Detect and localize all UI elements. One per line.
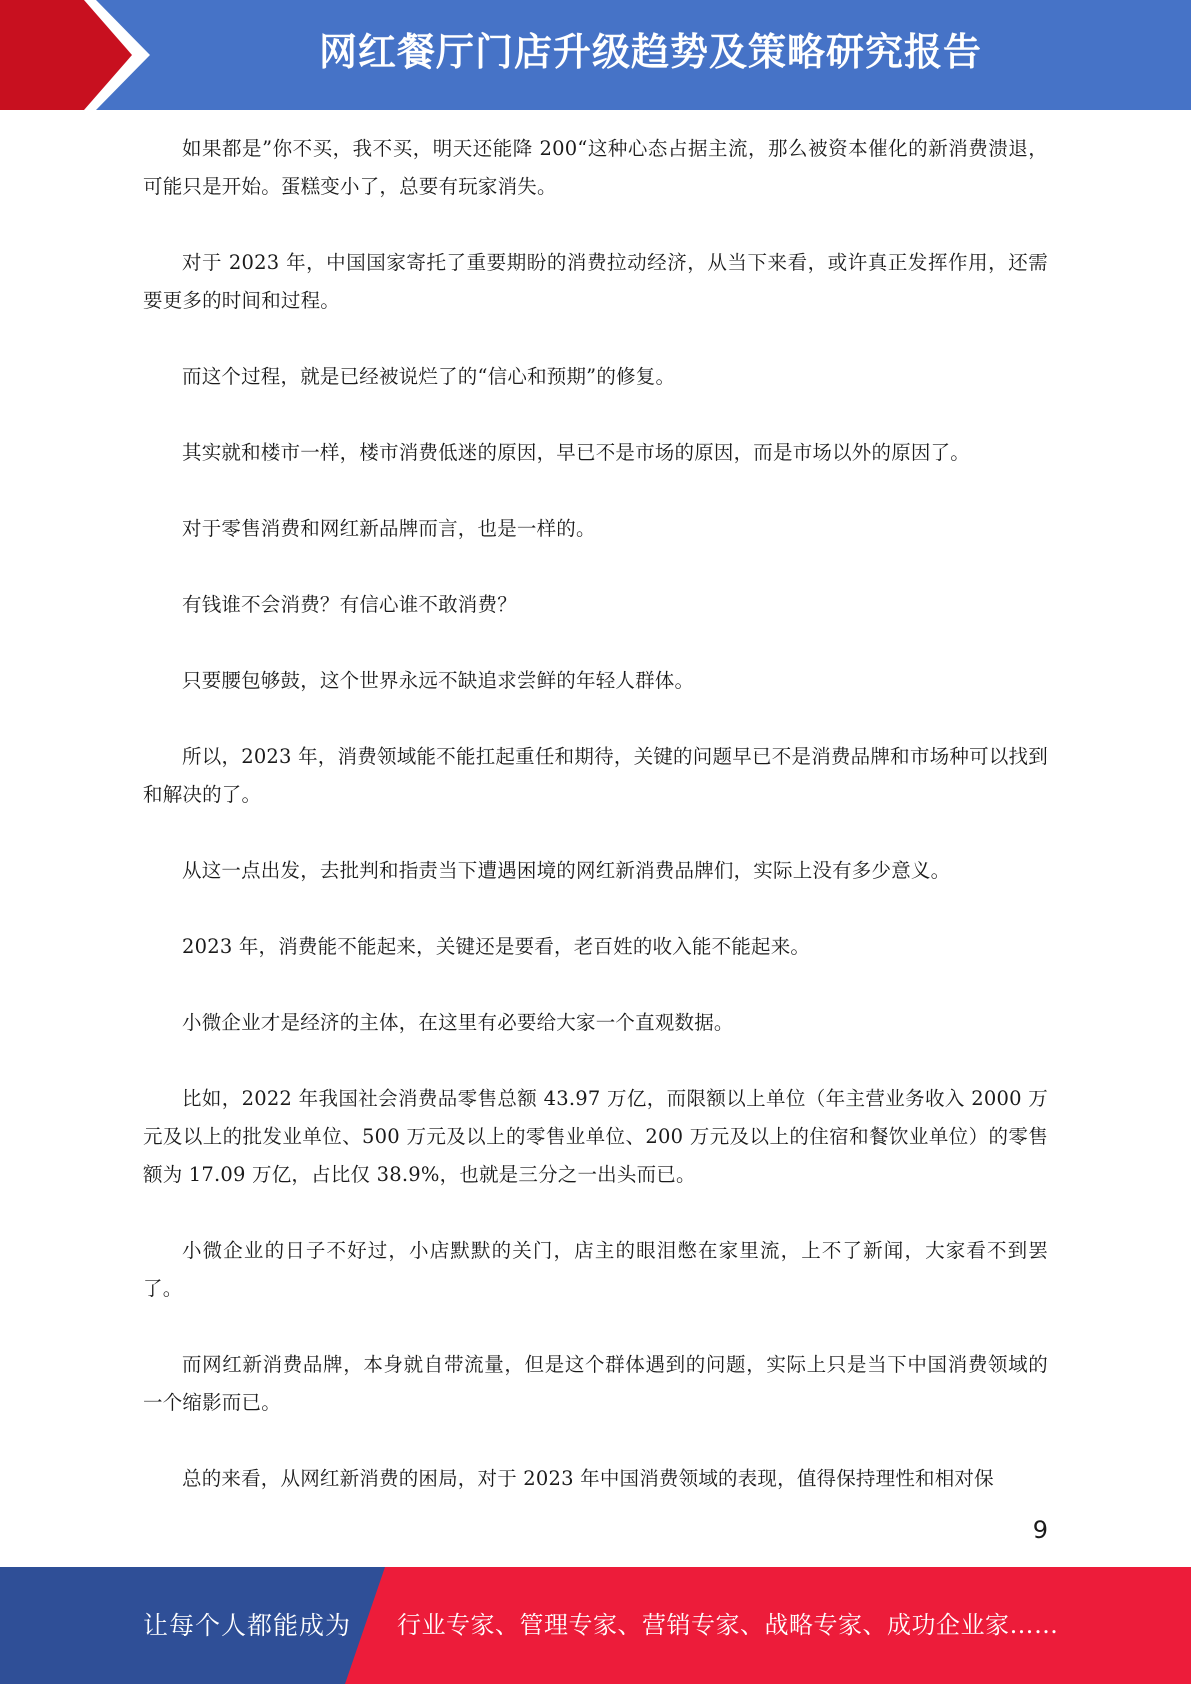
paragraph: 小微企业的日子不好过，小店默默的关门，店主的眼泪憋在家里流，上不了新闻，大家看不到罢了。 (143, 1239, 1048, 1300)
paragraph: 而这个过程，就是已经被说烂了的“信心和预期”的修复。 (182, 365, 676, 388)
page-footer (0, 1567, 1191, 1684)
page-header (0, 0, 1191, 110)
paragraph: 所以，2023 年，消费领域能不能扛起重任和期待，关键的问题早已不是消费品牌和市场种可以找到和解决的了。 (143, 745, 1048, 806)
paragraph: 比如，2022 年我国社会消费品零售总额 43.97 万亿，而限额以上单位（年主营业务收入 2000 万元及以上的批发业单位、500 万元及以上的零售业单位、200 万元及以上的住宿和餐饮业单位）的零售额为 17.09 万亿，占比仅 38.9%，也就是三分之一出头而已。 (143, 1087, 1048, 1186)
paragraph: 小微企业才是经济的主体，在这里有必要给大家一个直观数据。 (182, 1011, 734, 1034)
paragraph: 对于 2023 年，中国国家寄托了重要期盼的消费拉动经济，从当下来看，或许真正发挥作用，还需要更多的时间和过程。 (143, 251, 1048, 312)
paragraph: 只要腰包够鼓，这个世界永远不缺追求尝鲜的年轻人群体。 (182, 669, 695, 692)
paragraph: 如果都是”你不买，我不买，明天还能降 200“这种心态占据主流，那么被资本催化的新消费溃退，可能只是开始。蛋糕变小了，总要有玩家消失。 (143, 137, 1048, 198)
paragraph: 从这一点出发，去批判和指责当下遭遇困境的网红新消费品牌们，实际上没有多少意义。 (182, 859, 951, 882)
footer-slogan-right: 行业专家、管理专家、营销专家、战略专家、成功企业家…… (397, 1611, 1059, 1639)
report-title: 网红餐厅门店升级趋势及策略研究报告 (318, 30, 982, 74)
paragraph: 总的来看，从网红新消费的困局，对于 2023 年中国消费领域的表现，值得保持理性和相对保 (182, 1467, 994, 1490)
paragraph: 其实就和楼市一样，楼市消费低迷的原因，早已不是市场的原因，而是市场以外的原因了。 (182, 441, 971, 464)
paragraph: 而网红新消费品牌，本身就自带流量，但是这个群体遇到的问题，实际上只是当下中国消费领域的一个缩影而已。 (143, 1353, 1048, 1414)
footer-slogan-left: 让每个人都能成为 (143, 1611, 352, 1640)
header-arrow-decoration (0, 0, 150, 110)
page-number: 9 (1032, 1516, 1048, 1544)
paragraph: 有钱谁不会消费？有信心谁不敢消费？ (182, 593, 517, 616)
document-body (143, 130, 1048, 1536)
paragraph: 2023 年，消费能不能起来，关键还是要看，老百姓的收入能不能起来。 (182, 935, 811, 958)
paragraph: 对于零售消费和网红新品牌而言，也是一样的。 (182, 517, 596, 540)
